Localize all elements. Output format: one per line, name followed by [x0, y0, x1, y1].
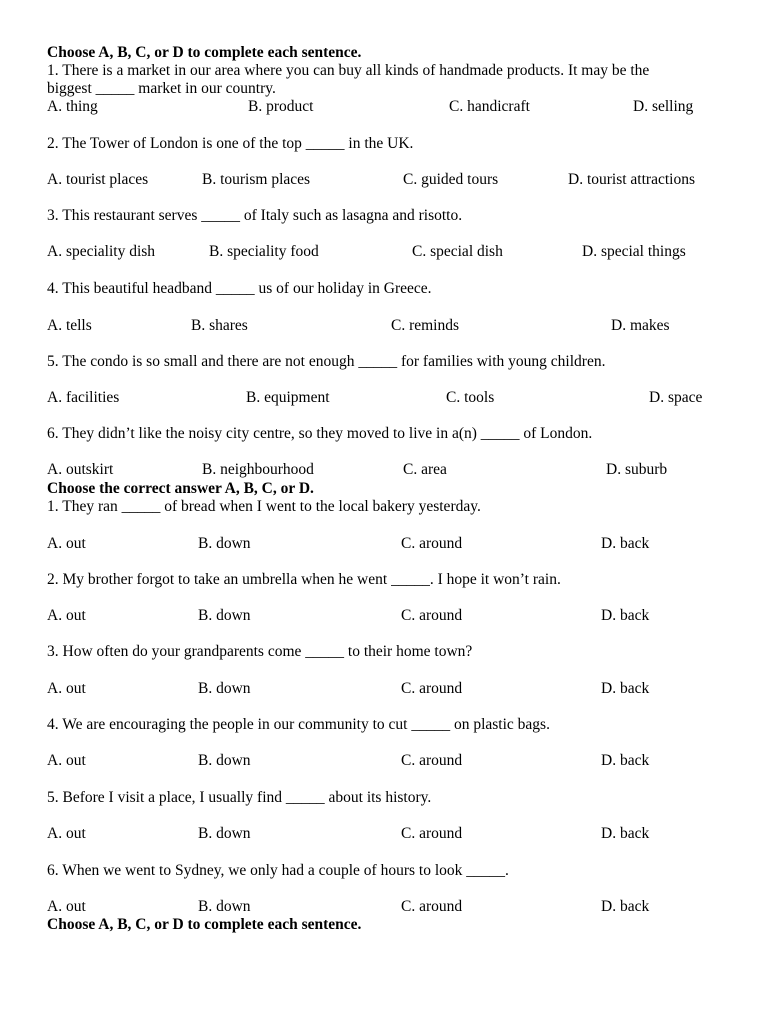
section-1-heading: Choose A, B, C, or D to complete each sentence.	[47, 44, 362, 61]
s1-q2-option-a[interactable]: A. tourist places	[47, 171, 149, 188]
s2-q3-option-c[interactable]: C. around	[401, 680, 463, 697]
s1-q3-text: 3. This restaurant serves _____ of Italy such as lasagna and risotto.	[47, 207, 463, 224]
s2-q1-text: 1. They ran _____ of bread when I went to the local bakery yesterday.	[47, 498, 481, 515]
s1-q6-option-d[interactable]: D. suburb	[606, 461, 668, 478]
s1-q1-option-d[interactable]: D. selling	[633, 98, 694, 115]
s1-q6-text: 6. They didn’t like the noisy city centre, so they moved to live in a(n) _____ of London.	[47, 425, 593, 442]
s1-q1-text-line-2: biggest _____ market in our country.	[47, 80, 276, 97]
s1-q2-option-c[interactable]: C. guided tours	[403, 171, 499, 188]
s1-q3-option-b[interactable]: B. speciality food	[209, 243, 319, 260]
s1-q5-option-b[interactable]: B. equipment	[246, 389, 330, 406]
s2-q6-text: 6. When we went to Sydney, we only had a couple of hours to look _____.	[47, 862, 509, 879]
s2-q6-option-c[interactable]: C. around	[401, 898, 463, 915]
s1-q1-option-b[interactable]: B. product	[248, 98, 314, 115]
s1-q4-option-b[interactable]: B. shares	[191, 317, 248, 334]
s2-q5-option-b[interactable]: B. down	[198, 825, 251, 842]
s1-q5-text: 5. The condo is so small and there are not enough _____ for families with young children.	[47, 353, 606, 370]
s1-q6-option-b[interactable]: B. neighbourhood	[202, 461, 314, 478]
s1-q5-option-c[interactable]: C. tools	[446, 389, 495, 406]
s2-q6-option-a[interactable]: A. out	[47, 898, 86, 915]
s2-q2-option-c[interactable]: C. around	[401, 607, 463, 624]
s2-q1-option-b[interactable]: B. down	[198, 535, 251, 552]
s1-q2-option-d[interactable]: D. tourist attractions	[568, 171, 695, 188]
s2-q4-option-d[interactable]: D. back	[601, 752, 650, 769]
s1-q5-option-a[interactable]: A. facilities	[47, 389, 120, 406]
s1-q4-text: 4. This beautiful headband _____ us of our holiday in Greece.	[47, 280, 432, 297]
s2-q2-option-b[interactable]: B. down	[198, 607, 251, 624]
s2-q1-option-d[interactable]: D. back	[601, 535, 650, 552]
s1-q4-option-a[interactable]: A. tells	[47, 317, 92, 334]
s2-q3-option-a[interactable]: A. out	[47, 680, 86, 697]
s2-q6-option-b[interactable]: B. down	[198, 898, 251, 915]
s2-q4-option-b[interactable]: B. down	[198, 752, 251, 769]
s2-q3-text: 3. How often do your grandparents come _____ to their home town?	[47, 643, 473, 660]
s1-q6-option-c[interactable]: C. area	[403, 461, 447, 478]
section-3-heading: Choose A, B, C, or D to complete each sentence.	[47, 916, 362, 933]
s2-q4-option-a[interactable]: A. out	[47, 752, 86, 769]
s1-q3-option-c[interactable]: C. special dish	[412, 243, 503, 260]
s2-q4-text: 4. We are encouraging the people in our community to cut _____ on plastic bags.	[47, 716, 550, 733]
s1-q5-option-d[interactable]: D. space	[649, 389, 703, 406]
s2-q2-option-a[interactable]: A. out	[47, 607, 86, 624]
s1-q4-option-d[interactable]: D. makes	[611, 317, 670, 334]
s2-q3-option-b[interactable]: B. down	[198, 680, 251, 697]
s1-q1-option-c[interactable]: C. handicraft	[449, 98, 530, 115]
s2-q5-option-a[interactable]: A. out	[47, 825, 86, 842]
s2-q3-option-d[interactable]: D. back	[601, 680, 650, 697]
s1-q2-text: 2. The Tower of London is one of the top _____ in the UK.	[47, 135, 414, 152]
s1-q4-option-c[interactable]: C. reminds	[391, 317, 460, 334]
s1-q2-option-b[interactable]: B. tourism places	[202, 171, 311, 188]
s2-q1-option-a[interactable]: A. out	[47, 535, 86, 552]
s1-q3-option-a[interactable]: A. speciality dish	[47, 243, 156, 260]
s2-q2-text: 2. My brother forgot to take an umbrella when he went _____. I hope it won’t rain.	[47, 571, 561, 588]
s2-q2-option-d[interactable]: D. back	[601, 607, 650, 624]
s2-q1-option-c[interactable]: C. around	[401, 535, 463, 552]
s2-q6-option-d[interactable]: D. back	[601, 898, 650, 915]
s1-q3-option-d[interactable]: D. special things	[582, 243, 686, 260]
s1-q1-option-a[interactable]: A. thing	[47, 98, 98, 115]
s2-q4-option-c[interactable]: C. around	[401, 752, 463, 769]
s2-q5-option-d[interactable]: D. back	[601, 825, 650, 842]
s1-q1-text-line-1: 1. There is a market in our area where you can buy all kinds of handmade products. It may be the	[47, 62, 650, 79]
s2-q5-text: 5. Before I visit a place, I usually find _____ about its history.	[47, 789, 432, 806]
section-2-heading: Choose the correct answer A, B, C, or D.	[47, 480, 314, 497]
s2-q5-option-c[interactable]: C. around	[401, 825, 463, 842]
s1-q6-option-a[interactable]: A. outskirt	[47, 461, 114, 478]
